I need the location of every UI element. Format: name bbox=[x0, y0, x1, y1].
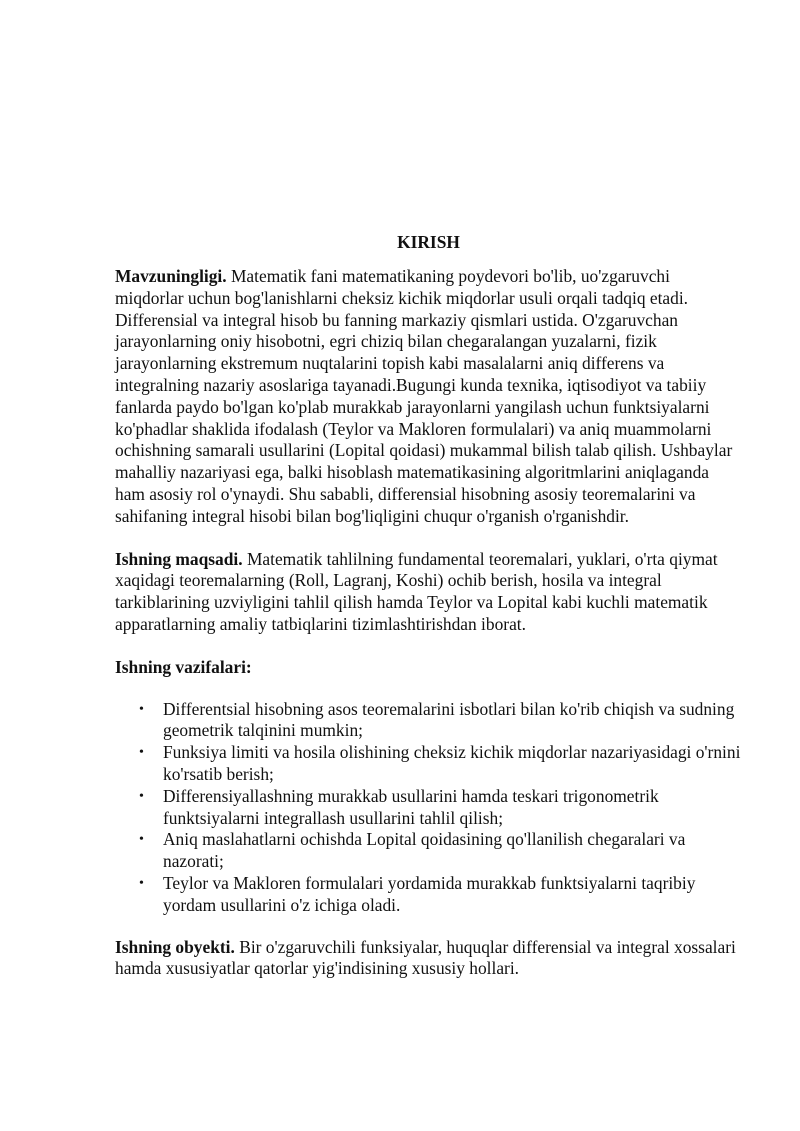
list-item-text: Differentsial hisobning asos teoremalarini isbotlari bilan ko'rib chiqish va sudning geometrik talqinini mumkin; bbox=[163, 698, 735, 741]
goal-lead: Ishning maqsadi. bbox=[115, 548, 243, 569]
relevance-paragraph bbox=[115, 266, 742, 528]
tasks-heading: Ishning vazifalari: bbox=[115, 656, 252, 677]
list-item-text: Teylor va Makloren formulalari yordamida murakkab funktsiyalarni taqribiy yordam usullarini o'z ichiga oladi. bbox=[163, 872, 696, 915]
list-item bbox=[139, 785, 742, 830]
list-item-text: Funksiya limiti va hosila olishining cheksiz kichik miqdorlar nazariyasidagi o'rnini ko'rsatib berish; bbox=[163, 742, 741, 784]
tasks-list bbox=[115, 699, 742, 917]
relevance-lead: Mavzuningligi. bbox=[115, 266, 227, 286]
bullet-icon: • bbox=[139, 701, 144, 717]
list-item-text: Differensiyallashning murakkab usullarini hamda teskari trigonometrik funktsiyalarni integrallash usullarini tahlil qilish; bbox=[163, 785, 659, 828]
bullet-icon: • bbox=[139, 788, 144, 804]
goal-paragraph bbox=[115, 549, 742, 636]
object-paragraph bbox=[115, 937, 742, 981]
bullet-icon: • bbox=[139, 832, 144, 848]
list-item-text: Aniq maslahatlarni ochishda Lopital qoidasining qo'llanilish chegaralari va nazorati; bbox=[163, 829, 686, 872]
document-page bbox=[115, 232, 742, 1001]
goal-text: Matematik tahlilning fundamental teoremalari, yuklari, o'rta qiymat xaqidagi teoremalarning (Roll, Lagranj, Koshi) ochib berish, hosila va integral tarkiblarining uzviyligini tahlil qilish hamda Teylor va Lopital kabi kuchli matematik apparatlarning amaliy tatbiqlarini tizimlashtirishdan iborat. bbox=[115, 548, 718, 634]
object-lead: Ishning obyekti. bbox=[115, 936, 235, 957]
object-text: Bir o'zgaruvchili funksiyalar, huquqlar differensial va integral xossalari hamda xususiyatlar qatorlar yig'indisining xususiy hollari. bbox=[115, 936, 736, 979]
document-title: KIRISH bbox=[397, 232, 460, 252]
list-item bbox=[139, 829, 742, 873]
list-item bbox=[139, 742, 742, 786]
relevance-text: Matematik fani matematikaning poydevori bo'lib, uo'zgaruvchi miqdorlar uchun bog'lanishlarni cheksiz kichik miqdorlar usuli orqali tadqiq etadi. Differensial va integral hisob bu fanning markaziy qismlari ustida. O'zgaruvchan jarayonlarning oniy hisobotni, egri chiziq bilan chegaralangan yuzalarni, fizik jarayonlarning ekstremum nuqtalarini topish kabi masalalarni aniq differens va integralning nazariy asoslariga tayanadi.Bugungi kunda texnika, iqtisodiyot va tabiiy fanlarda paydo bo'lgan ko'plab murakkab jarayonlarni yangilash uchun funktsiyalarni ko'phadlar shaklida ifodalash (Teylor va Makloren formulalari) va aniq muammolarni ochishning samarali usullarini (Lopital qoidasi) mukammal bilish talab qilish. Ushbaylar mahalliy nazariyasi ega, balki hisoblash matematikasining algoritmlarini aniqlaganda ham asosiy rol o'ynaydi. Shu sababli, differensial hisobning asosiy teoremalarini va sahifaning integral hisobi bilan bog'liqligini chuqur o'rganish o'rganishdir. bbox=[115, 266, 733, 526]
list-item bbox=[139, 698, 742, 743]
bullet-icon: • bbox=[139, 875, 144, 891]
list-item bbox=[139, 872, 742, 917]
bullet-icon: • bbox=[139, 745, 144, 761]
